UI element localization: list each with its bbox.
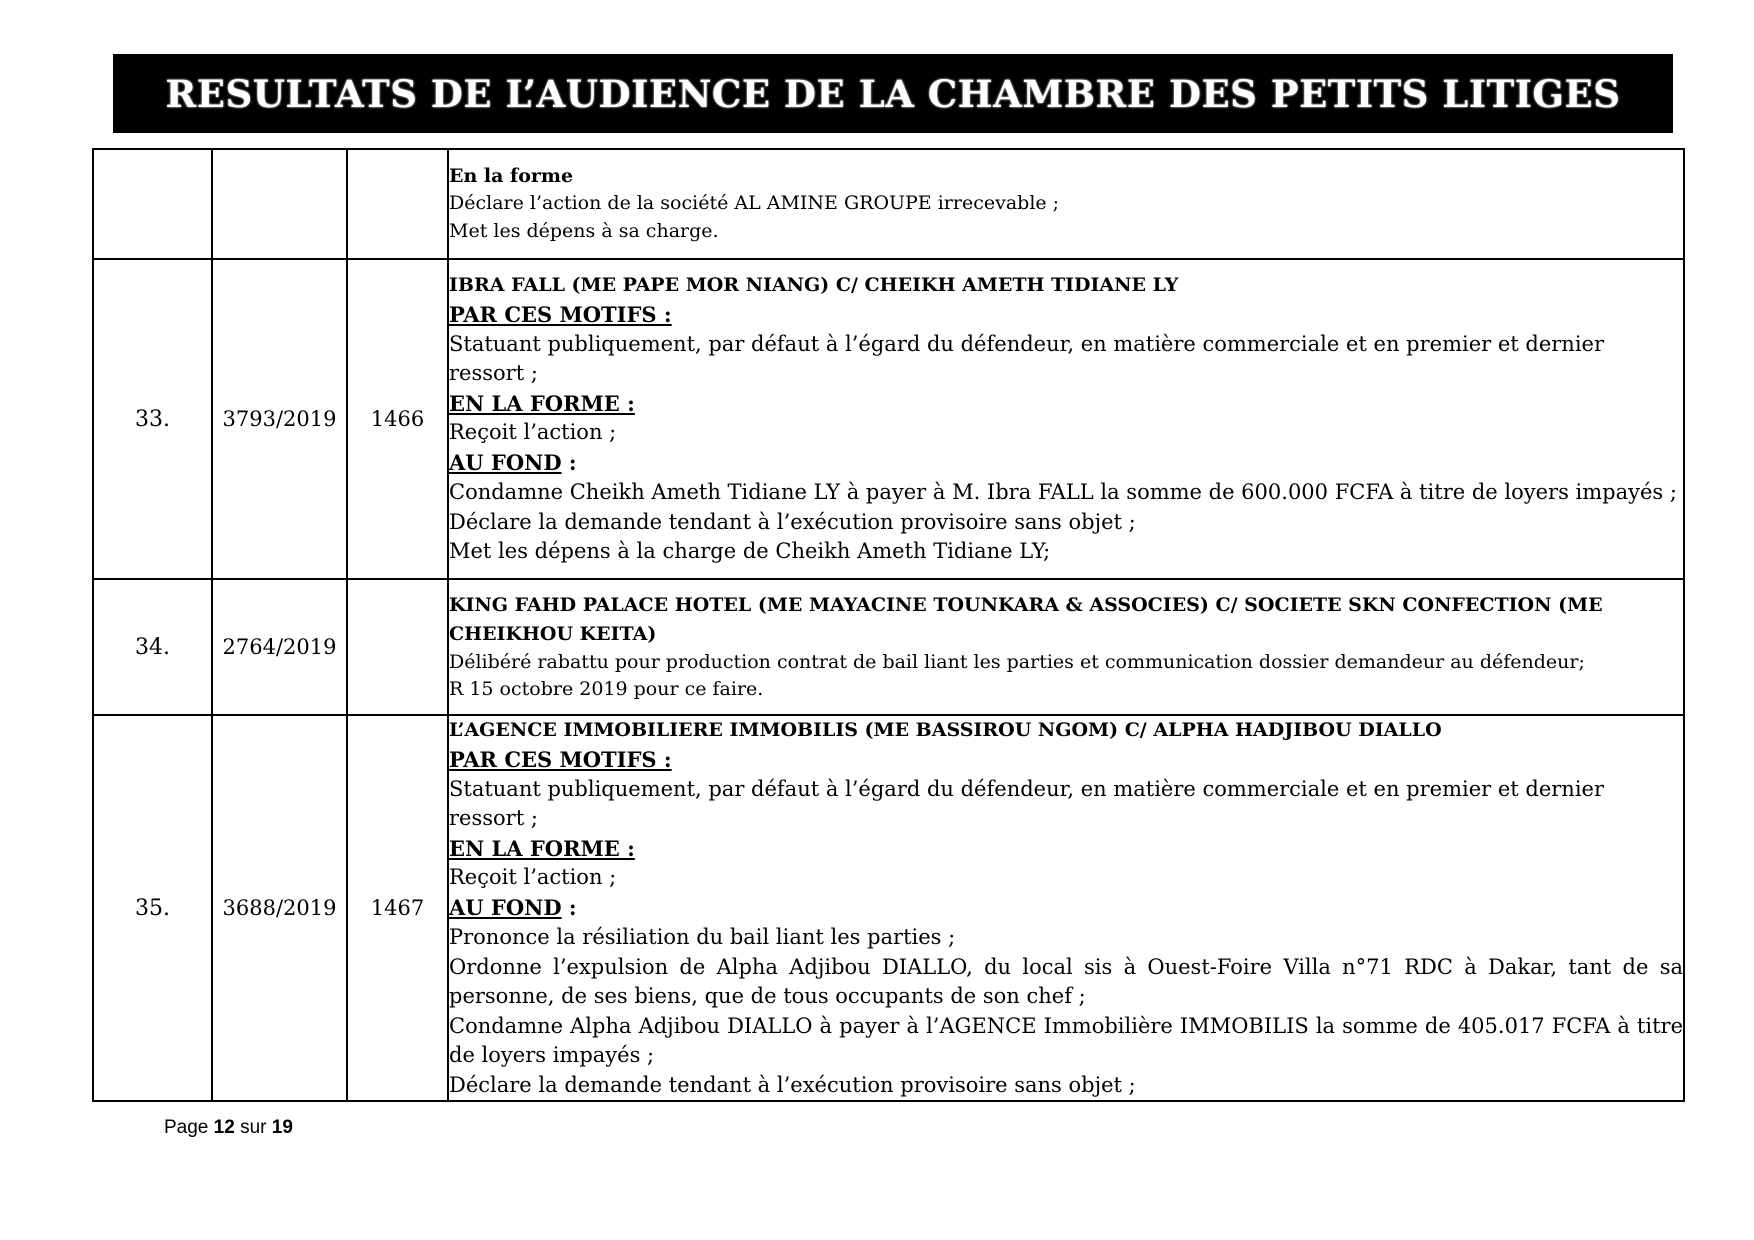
decision-number-cell: 1466 [347, 259, 448, 579]
decision-number-cell [347, 149, 448, 259]
table-row [93, 259, 1684, 579]
fond-heading-line [449, 448, 1683, 479]
ruling-line: Met les dépens à sa charge. [449, 219, 719, 242]
ruling-line: Ordonne l’expulsion de Alpha Adjibou DIALLO, du local sis à Ouest-Foire Villa n°71 RDC à Dakar, tant de sa personne, de ses biens, que de tous occupants de son chef ; [449, 954, 1683, 1008]
ruling-line: Déclare la demande tendant à l’exécution provisoire sans objet ; [449, 509, 1136, 534]
forme-heading: EN LA FORME : [449, 835, 635, 861]
fond-heading: AU FOND [449, 894, 562, 920]
rg-number-cell [212, 149, 347, 259]
fond-colon: : [561, 449, 577, 475]
fond-heading-line [449, 893, 1683, 924]
page-current: 12 [213, 1117, 235, 1138]
case-number-cell: 35. [93, 715, 212, 1101]
case-parties: L’AGENCE IMMOBILIERE IMMOBILIS (ME BASSIROU NGOM) C/ ALPHA HADJIBOU DIALLO [449, 719, 1442, 741]
case-number-cell: 34. [93, 579, 212, 715]
rg-number-cell: 2764/2019 [212, 579, 347, 715]
ruling-cell [448, 579, 1684, 715]
ruling-line: Met les dépens à la charge de Cheikh Ameth Tidiane LY; [449, 539, 1051, 564]
results-table [92, 148, 1685, 1102]
rg-number-cell: 3793/2019 [212, 259, 347, 579]
ruling-line: Déclare l’action de la société AL AMINE GROUPE irrecevable ; [449, 192, 1060, 215]
page-total: 19 [271, 1117, 293, 1138]
page-title: RESULTATS DE L’AUDIENCE DE LA CHAMBRE DES PETITS LITIGES [165, 71, 1621, 116]
forme-heading: EN LA FORME : [449, 390, 635, 416]
page-separator: sur [240, 1117, 267, 1138]
page-label: Page [164, 1117, 209, 1138]
page-footer [164, 1117, 293, 1139]
motifs-heading: PAR CES MOTIFS : [449, 302, 672, 328]
ruling-line: Délibéré rabattu pour production contrat de bail liant les parties et communication dossier demandeur au défendeur; [449, 650, 1585, 673]
case-number-cell [93, 149, 212, 259]
decision-number-cell: 1467 [347, 715, 448, 1101]
motifs-heading: PAR CES MOTIFS : [449, 747, 672, 772]
ruling-line: Déclare la demande tendant à l’exécution provisoire sans objet ; [449, 1072, 1136, 1097]
forme-text: Reçoit l’action ; [449, 865, 617, 889]
ruling-line: Condamne Cheikh Ameth Tidiane LY à payer à M. Ibra FALL la somme de 600.000 FCFA à titre de loyers impayés ; [449, 480, 1677, 505]
case-parties: KING FAHD PALACE HOTEL (ME MAYACINE TOUNKARA & ASSOCIES) C/ SOCIETE SKN CONFECTION (ME CHEIKHOU KEITA) [449, 593, 1603, 645]
table-row [93, 579, 1684, 715]
title-banner [113, 54, 1673, 133]
forme-text: Reçoit l’action ; [449, 420, 617, 445]
table-row [93, 149, 1684, 259]
ruling-line: R 15 octobre 2019 pour ce faire. [449, 678, 764, 700]
case-number-cell: 33. [93, 259, 212, 579]
case-parties: IBRA FALL (ME PAPE MOR NIANG) C/ CHEIKH AMETH TIDIANE LY [449, 274, 1179, 297]
ruling-line: Prononce la résiliation du bail liant les parties ; [449, 925, 956, 949]
ruling-line: En la forme [449, 164, 574, 187]
ruling-cell [448, 715, 1684, 1101]
fond-colon: : [561, 894, 577, 920]
decision-number-cell [347, 579, 448, 715]
table-row [93, 715, 1684, 1101]
rg-number-cell: 3688/2019 [212, 715, 347, 1101]
ruling-cell [448, 259, 1684, 579]
statuant-text: Statuant publiquement, par défaut à l’égard du défendeur, en matière commerciale et en premier et dernier ressort ; [449, 331, 1604, 386]
fond-heading: AU FOND [449, 449, 562, 475]
statuant-text: Statuant publiquement, par défaut à l’égard du défendeur, en matière commerciale et en premier et dernier ressort ; [449, 776, 1604, 830]
ruling-cell [448, 149, 1684, 259]
ruling-line: Condamne Alpha Adjibou DIALLO à payer à l’AGENCE Immobilière IMMOBILIS la somme de 405.017 FCFA à titre de loyers impayés ; [449, 1013, 1683, 1067]
